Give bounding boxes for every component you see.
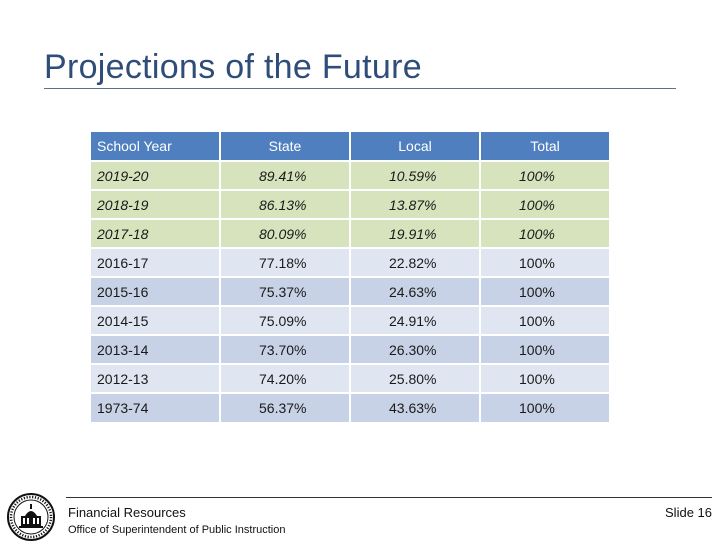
slide-title: Projections of the Future xyxy=(44,48,422,86)
table-row xyxy=(91,190,610,219)
table-row xyxy=(91,306,610,335)
local-cell: 43.63% xyxy=(350,393,480,422)
state-cell: 86.13% xyxy=(220,190,350,219)
column-header-total: Total xyxy=(480,132,610,161)
state-cell: 73.70% xyxy=(220,335,350,364)
table-row xyxy=(91,161,610,190)
state-cell: 89.41% xyxy=(220,161,350,190)
state-cell: 77.18% xyxy=(220,248,350,277)
local-cell: 19.91% xyxy=(350,219,480,248)
total-cell: 100% xyxy=(480,364,610,393)
total-cell: 100% xyxy=(480,248,610,277)
table-row xyxy=(91,364,610,393)
school-year-cell: 1973-74 xyxy=(91,393,220,422)
projections-table xyxy=(91,132,611,422)
footer-title: Financial Resources xyxy=(68,505,186,520)
footer-subtitle: Office of Superintendent of Public Instruction xyxy=(68,524,286,536)
state-cell: 75.09% xyxy=(220,306,350,335)
slide-number: Slide 16 xyxy=(665,505,712,520)
local-cell: 24.91% xyxy=(350,306,480,335)
title-divider xyxy=(44,88,676,89)
total-cell: 100% xyxy=(480,335,610,364)
table-row xyxy=(91,277,610,306)
local-cell: 26.30% xyxy=(350,335,480,364)
state-cell: 74.20% xyxy=(220,364,350,393)
table-row xyxy=(91,335,610,364)
table-row xyxy=(91,393,610,422)
total-cell: 100% xyxy=(480,277,610,306)
local-cell: 13.87% xyxy=(350,190,480,219)
school-year-cell: 2014-15 xyxy=(91,306,220,335)
state-cell: 80.09% xyxy=(220,219,350,248)
school-year-cell: 2013-14 xyxy=(91,335,220,364)
total-cell: 100% xyxy=(480,393,610,422)
local-cell: 25.80% xyxy=(350,364,480,393)
school-year-cell: 2012-13 xyxy=(91,364,220,393)
state-cell: 75.37% xyxy=(220,277,350,306)
state-cell: 56.37% xyxy=(220,393,350,422)
footer-divider xyxy=(66,497,712,498)
column-header-local: Local xyxy=(350,132,480,161)
local-cell: 24.63% xyxy=(350,277,480,306)
local-cell: 10.59% xyxy=(350,161,480,190)
total-cell: 100% xyxy=(480,219,610,248)
total-cell: 100% xyxy=(480,306,610,335)
school-year-cell: 2018-19 xyxy=(91,190,220,219)
column-header-school-year: School Year xyxy=(91,132,220,161)
school-year-cell: 2019-20 xyxy=(91,161,220,190)
table-row xyxy=(91,248,610,277)
total-cell: 100% xyxy=(480,161,610,190)
column-header-state: State xyxy=(220,132,350,161)
local-cell: 22.82% xyxy=(350,248,480,277)
school-year-cell: 2015-16 xyxy=(91,277,220,306)
state-seal-icon xyxy=(6,492,56,542)
total-cell: 100% xyxy=(480,190,610,219)
school-year-cell: 2016-17 xyxy=(91,248,220,277)
table-header-row xyxy=(91,132,610,161)
school-year-cell: 2017-18 xyxy=(91,219,220,248)
table-row xyxy=(91,219,610,248)
